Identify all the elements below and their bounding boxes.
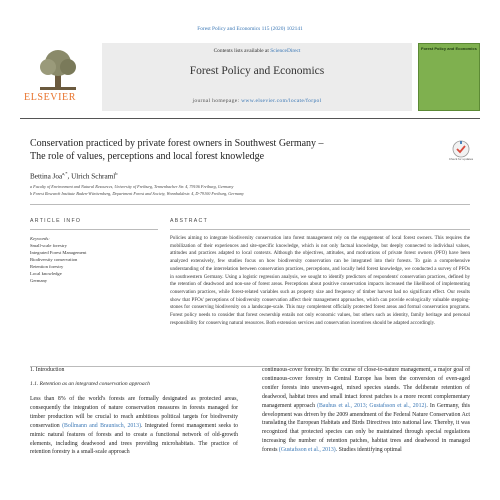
- body-column-left: [30, 395, 238, 457]
- contents-prefix: Contents lists available at: [213, 48, 269, 54]
- body-text: . In Germany, this development was driven by the 2009 amendment of the Federal Nature Conservation Act translating the European Habitats and Birds Directives into national law. Thereby, it was recognized that protected species can only be maintained through special regulations increasing the number of retention patches, habitat trees and deadwood in managed forests: [262, 402, 470, 454]
- journal-banner: [102, 43, 412, 111]
- citation-link[interactable]: (Bollmann and Braunisch, 2013): [62, 422, 142, 429]
- masthead: [20, 43, 480, 111]
- body-text: . Integrated forest management seeks to mimic natural features of forests and to create a functional network of old-growth elements, including deadwood and trees providing microhabitats. The practice of retention forestry is a small-scale approach: [30, 422, 238, 456]
- abstract-text: Policies aiming to integrate biodiversity conservation into forest management rely on the engagement of local forest owners. This requires the mobilization of their experiences and site-specific knowledge, which is not only factual knowledge, but deeply connected to individual values, attitudes and practices adapted to local contexts. Although the objectives, attitudes, and motivations of private forest owners (PFO) have been analyzed extensively, few studies focus on how biodiversity conservation can be integrated into their forests. To gain a comprehensive understanding of the interrelation between conservation practices, perceptions, and locally held forest knowledge, we conducted a survey of PFOs in southwestern Germany. Using a logistic regression analysis, we sought to identify predictors of respondents' conservation practices, defined by the retention of deadwood and non-use of forest areas. Perceptions about positive conservation impacts increased the likelihood of implementing conservation practices, while forest-related variables such as property size and frequency of timber harvest had no significant effect. Our results show that PFOs' perceptions of biodiversity conservation affect their management approaches, which can provide ecologically valuable stepping-stones for conserving biodiversity on a landscape-scale. This may complement officially protected forest areas and formal conservation programs. Forest policy needs to consider that forest ownership entails not only economic values, but others such as identity, family heritage and personal responsibility for conserving natural resources. Both extension services and conservation incentives should be adapted accordingly.: [170, 235, 470, 326]
- keyword: Local knowledge: [30, 271, 62, 276]
- journal-title: Forest Policy and Economics: [189, 65, 325, 77]
- author-sup[interactable]: b: [115, 171, 118, 176]
- keyword: Small-scale forestry: [30, 243, 67, 248]
- keyword: Integrated Forest Management: [30, 250, 87, 255]
- title-line-2: The role of values, perceptions and local forest knowledge: [30, 151, 265, 162]
- author-sup[interactable]: a,*: [62, 171, 68, 176]
- body-text: . Studies identifying optimal: [335, 447, 402, 454]
- keyword: Biodiversity conservation: [30, 257, 78, 262]
- affiliation-b: b Forest Research Institute Baden-Württemberg, Department Forest and Society, Wonnhaldestr. 4, D-79100 Freiburg, Germany: [30, 191, 244, 196]
- citation-link[interactable]: (Gustafsson et al., 2013): [278, 447, 336, 454]
- author-list: [30, 171, 117, 180]
- article-title: [30, 137, 410, 163]
- header-divider: [30, 204, 470, 205]
- crossmark-button[interactable]: [448, 140, 474, 166]
- body-column-right: [262, 366, 470, 455]
- abstract-rule: [170, 229, 470, 230]
- author-separator: ,: [67, 172, 72, 181]
- author-name[interactable]: Ulrich Schraml: [71, 172, 116, 181]
- masthead-divider: [20, 118, 480, 119]
- journal-homepage: [102, 98, 412, 104]
- keywords-title: Keywords:: [30, 236, 50, 241]
- keyword: Retention forestry: [30, 264, 64, 269]
- sciencedirect-link[interactable]: ScienceDirect: [270, 48, 301, 54]
- title-line-1: Conservation practiced by private forest owners in Southwest Germany –: [30, 138, 324, 149]
- subsection-heading: 1.1. Retention as an integrated conservation approach: [30, 381, 150, 387]
- crossmark-label: Check for updates: [448, 157, 474, 161]
- abstract-heading: ABSTRACT: [170, 218, 209, 224]
- citation-link[interactable]: (Bauhus et al., 2013; Gustafsson et al., 2012): [317, 402, 427, 409]
- body-text: Less than 8% of the world's forests are formally designated as protected areas, consequently the integration of nature conservation measures in forests managed for timber production will be crucial to reach ambitious political targets for biodiversity conservation: [30, 396, 238, 429]
- cover-title: Forest Policy and Economics: [421, 46, 477, 51]
- crossmark-icon: [448, 140, 474, 158]
- homepage-prefix: journal homepage:: [192, 98, 240, 104]
- body-text: continuous-cover forestry. In the course of close-to-nature management, a major goal of continuous-cover forestry in Central Europe has been the conversion of even-aged conifer forests into uneven-aged, mixed species stands. The deliberate retention of deadwood, habitat trees and small intact forest patches is a more recent complementary management approach: [262, 367, 470, 409]
- journal-reference[interactable]: Forest Policy and Economics 115 (2020) 102141: [197, 26, 303, 32]
- journal-cover-image[interactable]: [418, 43, 480, 111]
- contents-line: [102, 48, 412, 54]
- author-name[interactable]: Bettina Joa: [30, 172, 63, 181]
- elsevier-tree-icon: [34, 49, 82, 91]
- article-info-heading: ARTICLE INFO: [30, 218, 82, 224]
- article-info-rule: [30, 229, 158, 230]
- section-heading: 1. Introduction: [30, 367, 65, 373]
- publisher-logo[interactable]: [20, 43, 98, 111]
- affiliation-a: a Faculty of Environment and Natural Resources, University of Freiburg, Tennenbacher Str. 4, 79106 Freiburg, Germany: [30, 184, 234, 189]
- publisher-name: ELSEVIER: [24, 92, 77, 103]
- homepage-link[interactable]: www.elsevier.com/locate/forpol: [241, 98, 322, 104]
- keyword: Germany: [30, 278, 48, 283]
